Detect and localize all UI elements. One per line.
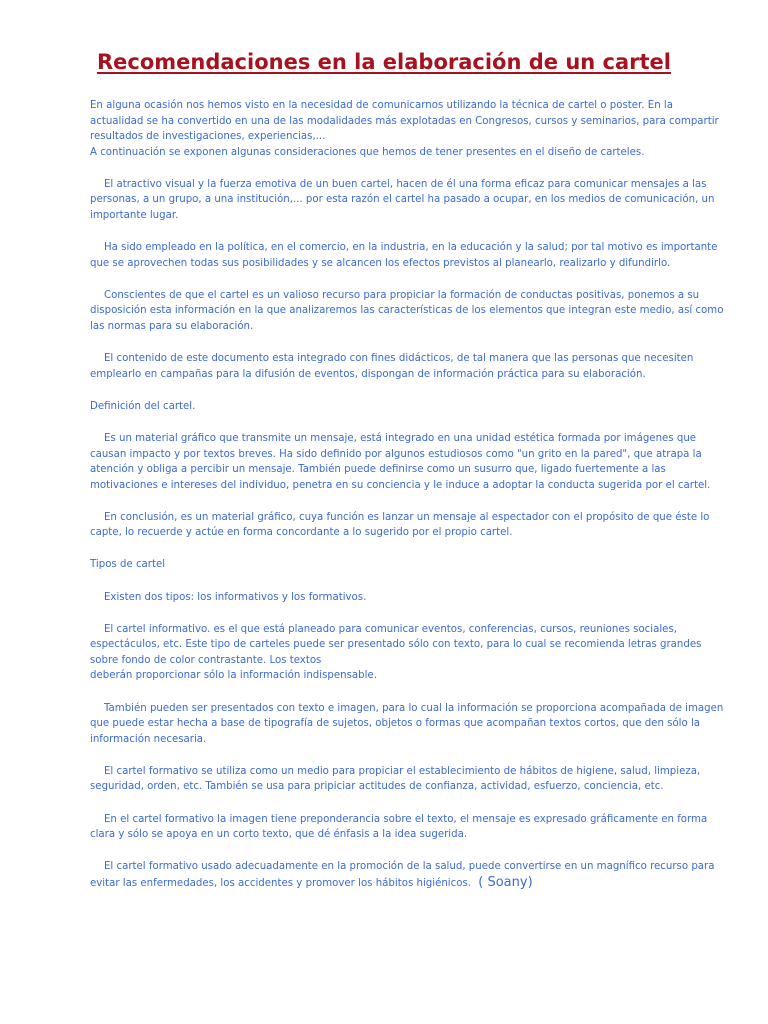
paragraph-formative: El cartel formativo se utiliza como un medio para propiciar el establecimiento de hábitos de higiene, salud, limpieza, seguridad, orden, etc. También se usa para pripiciar actitudes de confianza, actividad, esfuerzo, conciencia, etc.: [90, 765, 701, 793]
paragraph-image-preponderance: En el cartel formativo la imagen tiene preponderancia sobre el texto, el mensaje es expresado gráficamente en forma clara y sólo se apoya en un corto texto, que dé énfasis a la idea sugerida.: [90, 813, 708, 841]
intro-line-2: A continuación se exponen algunas consideraciones que hemos de tener presentes en el diseño de carteles.: [90, 146, 645, 158]
author-signature: ( Soany): [478, 874, 533, 890]
intro-line-1: En alguna ocasión nos hemos visto en la necesidad de comunicarnos utilizando la técnica de cartel o poster. En la actualidad se ha convertido en una de las modalidades más explotadas en Congresos, cursos y seminarios, para compartir resultados de investigaciones, experiencias,...: [90, 100, 719, 143]
section-heading-definition: Definición del cartel.: [90, 400, 196, 412]
informative-line-2: deberán proporcionar sólo la información indispensable.: [90, 670, 377, 682]
paragraph-text-and-image: También pueden ser presentados con texto e imagen, para lo cual la información se proporciona acompañada de imagen que puede estar hecha a base de tipografía de sujetos, objetos o formas que acompañan textos cortos, que den sólo la información necesaria.: [90, 702, 724, 745]
paragraph-usage-fields: Ha sido empleado en la política, en el comercio, en la industria, en la educación y la salud; por tal motivo es importante que se aprovechen todas sus posibilidades y se alcancen los efectos previstos al planearlo, realizarlo y difundirlo.: [90, 242, 718, 269]
page-title: Recomendaciones en la elaboración de un cartel: [96, 50, 671, 74]
paragraph-didactic: El contenido de este documento esta integrado con fines didácticos, de tal manera que las personas que necesiten emplearlo en campañas para la difusión de eventos, dispongan de información práctica para su elaboración.: [90, 353, 694, 380]
paragraph-health-promotion: [90, 859, 725, 891]
paragraph-definition: Es un material gráfico que transmite un mensaje, está integrado en una unidad estética formada por imágenes que causan impacto y por textos breves. Ha sido definido por algunos estudiosos como "un grito en la pared", que atrapa la atención y obliga a percibir un mensaje. También puede definirse como un susurro que, ligado fuertemente a las motivaciones e intereses del individuo, penetra en su conciencia y le induce a adoptar la conducta sugerida por el cartel.: [90, 432, 711, 491]
paragraph-visual-appeal: El atractivo visual y la fuerza emotiva de un buen cartel, hacen de él una forma eficaz para comunicar mensajes a las personas, a un grupo, a una institución,... por esta razón el cartel ha pasado a ocupar, en los medios de comunicación, un importante lugar.: [90, 178, 715, 222]
paragraph-conclusion: En conclusión, es un material gráfico, cuya función es lanzar un mensaje al espectador con el propósito de que éste lo capte, lo recuerde y actúe en forma concordante a lo sugerido por el propio cartel.: [90, 511, 710, 539]
informative-line-1: El cartel informativo. es el que está planeado para comunicar eventos, conferencias, cursos, reuniones sociales, espectáculos, etc. Este tipo de carteles puede ser presentado sólo con texto, para lo cual se recomienda letras grandes sobre fondo de color contrastante. Los textos: [90, 623, 702, 666]
section-heading-types: Tipos de cartel: [90, 559, 166, 571]
paragraph-informative: [90, 622, 725, 684]
health-promotion-text: El cartel formativo usado adecuadamente en la promoción de la salud, puede convertirse en un magnífico recurso para evitar las enfermedades, los accidentes y promover los hábitos higiénicos.: [90, 861, 715, 889]
paragraph-two-types: Existen dos tipos: los informativos y los formativos.: [104, 591, 367, 603]
document-body: [90, 98, 725, 908]
paragraph-purpose: Conscientes de que el cartel es un valioso recurso para propiciar la formación de conductas positivas, ponemos a su disposición esta información en la que analizaremos las características de los elementos que integran este medio, así como las normas para su elaboración.: [90, 289, 724, 333]
intro-paragraph: [90, 98, 725, 160]
